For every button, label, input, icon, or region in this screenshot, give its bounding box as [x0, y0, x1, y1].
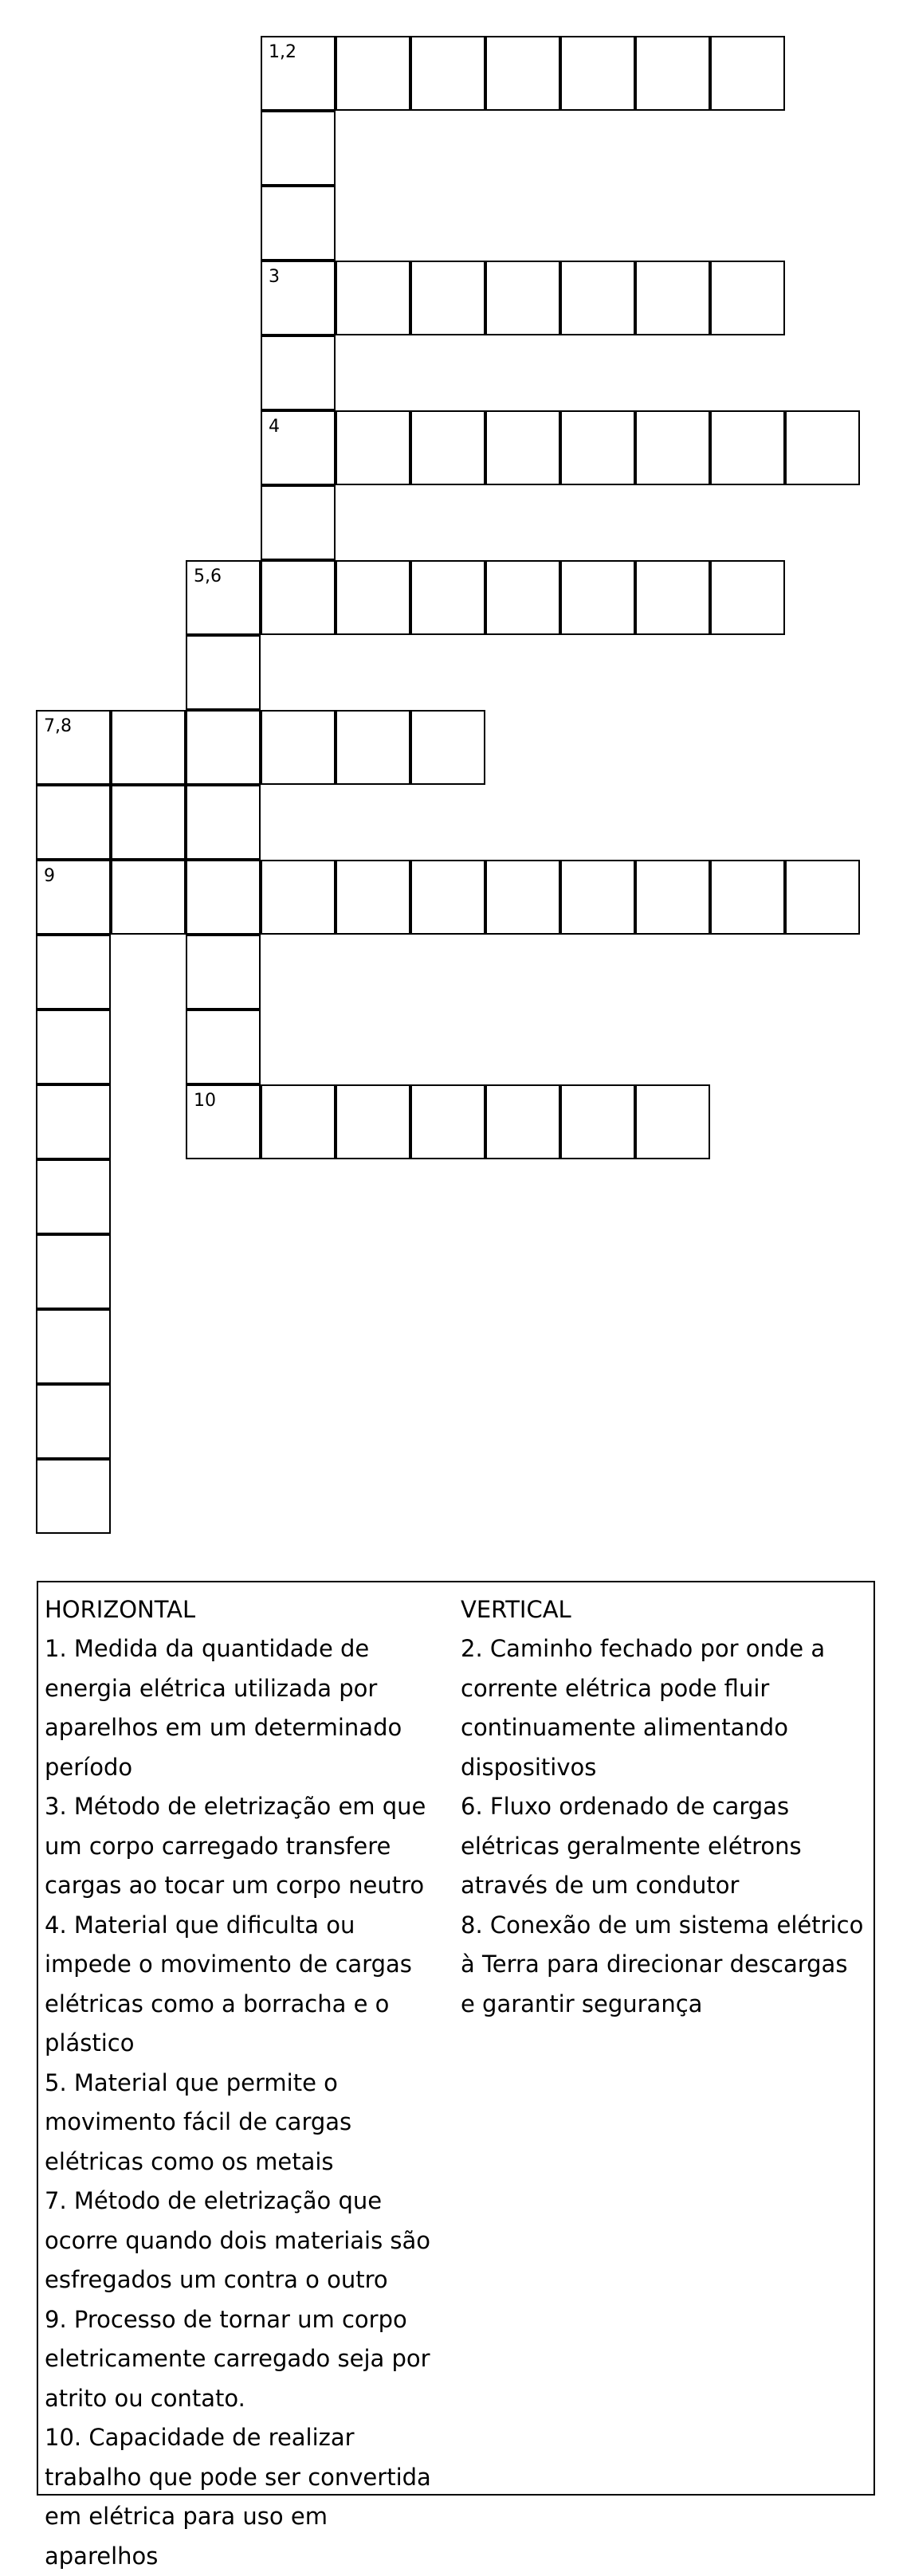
grid-cell[interactable] — [560, 1084, 635, 1159]
grid-cell[interactable] — [635, 36, 710, 111]
grid-cell[interactable] — [785, 410, 860, 485]
grid-cell[interactable] — [336, 1084, 410, 1159]
grid-cell[interactable] — [186, 710, 261, 785]
clue-vertical-8: 8. Conexão de um sistema elétrico à Terra para direcionar descargas e garantir segurança — [461, 1911, 864, 2017]
grid-cell[interactable] — [336, 261, 410, 335]
clue-horizontal-3: 3. Método de eletrização em que um corpo carregado transfere cargas ao tocar um corpo neutro — [45, 1793, 426, 1899]
grid-cell[interactable] — [186, 635, 261, 710]
grid-cell[interactable] — [710, 261, 785, 335]
cell-number: 3 — [269, 267, 280, 287]
grid-cell[interactable] — [36, 1234, 111, 1309]
grid-cell[interactable] — [186, 1010, 261, 1084]
grid-cell[interactable] — [336, 410, 410, 485]
grid-cell[interactable] — [560, 36, 635, 111]
grid-cell[interactable] — [261, 860, 336, 935]
clue-horizontal-9: 9. Processo de tornar um corpo eletricamente carregado seja por atrito ou contato. — [45, 2305, 430, 2412]
grid-cell[interactable] — [560, 560, 635, 635]
grid-cell[interactable] — [635, 560, 710, 635]
grid-cell[interactable] — [410, 410, 485, 485]
grid-cell[interactable] — [410, 261, 485, 335]
grid-cell[interactable] — [485, 36, 560, 111]
grid-cell[interactable] — [635, 410, 710, 485]
grid-cell[interactable] — [410, 560, 485, 635]
grid-cell[interactable] — [336, 560, 410, 635]
cell-number: 5,6 — [194, 567, 222, 586]
grid-cell[interactable] — [36, 1084, 111, 1159]
grid-cell[interactable] — [261, 410, 336, 485]
grid-cell[interactable] — [785, 860, 860, 935]
cell-number: 10 — [194, 1091, 216, 1111]
grid-cell[interactable] — [261, 560, 336, 635]
grid-cell[interactable] — [111, 710, 186, 785]
horizontal-clues — [45, 1590, 443, 2576]
grid-cell[interactable] — [261, 111, 336, 186]
grid-cell[interactable] — [261, 710, 336, 785]
grid-cell[interactable] — [336, 710, 410, 785]
clue-vertical-2: 2. Caminho fechado por onde a corrente elétrica pode fluir continuamente alimentando dispositivos — [461, 1635, 826, 1781]
grid-cell[interactable] — [485, 410, 560, 485]
grid-cell[interactable] — [410, 36, 485, 111]
grid-cell[interactable] — [485, 261, 560, 335]
grid-cell[interactable] — [485, 1084, 560, 1159]
grid-cell[interactable] — [261, 186, 336, 261]
grid-cell[interactable] — [336, 860, 410, 935]
clue-horizontal-7: 7. Método de eletrização que ocorre quando dois materiais são esfregados um contra o outro — [45, 2187, 431, 2293]
grid-cell[interactable] — [36, 1309, 111, 1384]
grid-cell[interactable] — [710, 410, 785, 485]
clue-horizontal-10: 10. Capacidade de realizar trabalho que pode ser convertida em elétrica para uso em aparelhos — [45, 2424, 431, 2570]
grid-cell[interactable] — [410, 710, 485, 785]
grid-cell[interactable] — [560, 261, 635, 335]
grid-cell[interactable] — [560, 410, 635, 485]
clue-horizontal-5: 5. Material que permite o movimento fácil de cargas elétricas como os metais — [45, 2068, 352, 2175]
grid-cell[interactable] — [261, 335, 336, 410]
grid-cell[interactable] — [36, 1010, 111, 1084]
grid-cell[interactable] — [485, 860, 560, 935]
clues-box — [37, 1581, 875, 2570]
clue-vertical-6: 6. Fluxo ordenado de cargas elétricas geralmente elétrons através de um condutor — [461, 1793, 802, 1899]
grid-cell[interactable] — [186, 935, 261, 1010]
grid-cell[interactable] — [36, 935, 111, 1010]
grid-cell[interactable] — [710, 860, 785, 935]
grid-cell[interactable] — [635, 1084, 710, 1159]
grid-cell[interactable] — [36, 1459, 111, 1534]
cell-number: 1,2 — [269, 42, 296, 62]
clue-horizontal-4: 4. Material que dificulta ou impede o movimento de cargas elétricas como a borracha e o plástico — [45, 1911, 412, 2056]
grid-cell[interactable] — [410, 860, 485, 935]
grid-cell[interactable] — [36, 860, 111, 935]
grid-cell[interactable] — [635, 261, 710, 335]
grid-cell[interactable] — [111, 860, 186, 935]
grid-cell[interactable] — [36, 1159, 111, 1234]
cell-number: 7,8 — [44, 716, 72, 736]
grid-cell[interactable] — [710, 36, 785, 111]
grid-cell[interactable] — [36, 710, 111, 785]
grid-cell[interactable] — [186, 785, 261, 860]
grid-cell[interactable] — [261, 261, 336, 335]
grid-cell[interactable] — [261, 1084, 336, 1159]
grid-cell[interactable] — [635, 860, 710, 935]
grid-cell[interactable] — [111, 785, 186, 860]
grid-cell[interactable] — [261, 485, 336, 560]
grid-cell[interactable] — [485, 560, 560, 635]
clue-horizontal-1: 1. Medida da quantidade de energia elétrica utilizada por aparelhos em um determinado período — [45, 1635, 402, 1781]
grid-cell[interactable] — [336, 36, 410, 111]
grid-cell[interactable] — [36, 785, 111, 860]
cell-number: 9 — [44, 866, 55, 886]
grid-cell[interactable] — [710, 560, 785, 635]
cell-number: 4 — [269, 417, 280, 437]
vertical-title: VERTICAL — [461, 1596, 571, 1623]
horizontal-title: HORIZONTAL — [45, 1596, 196, 1623]
grid-cell[interactable] — [186, 560, 261, 635]
grid-cell[interactable] — [560, 860, 635, 935]
grid-cell[interactable] — [261, 36, 336, 111]
grid-cell[interactable] — [410, 1084, 485, 1159]
vertical-clues — [461, 1590, 867, 2024]
grid-cell[interactable] — [186, 1084, 261, 1159]
grid-cell[interactable] — [36, 1384, 111, 1459]
grid-cell[interactable] — [186, 860, 261, 935]
